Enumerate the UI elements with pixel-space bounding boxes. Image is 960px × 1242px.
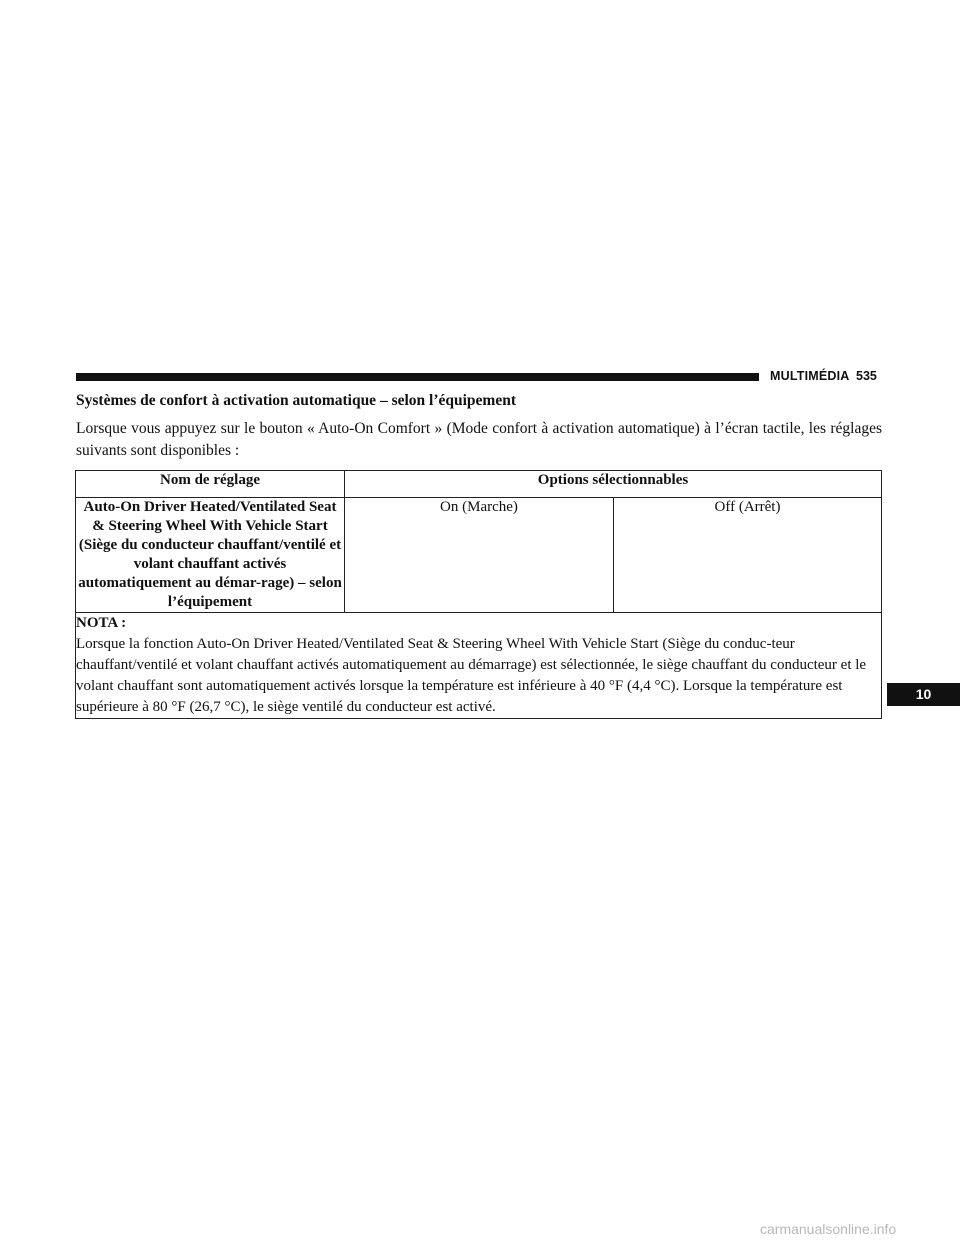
header-setting-name: Nom de réglage	[76, 471, 345, 498]
note-cell	[76, 613, 882, 719]
note-row	[76, 613, 882, 719]
watermark: carmanualsonline.info	[760, 1221, 897, 1237]
header-rule	[76, 373, 759, 381]
setting-name-cell: Auto-On Driver Heated/Ventilated Seat & Steering Wheel With Vehicle Start (Siège du conducteur chauffant/ventilé et volant chauffant activés automatiquement au démar-rage) – selon l’équipement	[76, 498, 345, 613]
chapter-tab: 10	[887, 683, 960, 706]
running-header-section: MULTIMÉDIA	[770, 369, 850, 383]
header-selectable-options: Options sélectionnables	[345, 471, 882, 498]
table-row	[76, 498, 882, 613]
table-header-row	[76, 471, 882, 498]
note-text: Lorsque la fonction Auto-On Driver Heated/Ventilated Seat & Steering Wheel With Vehicle Start (Siège du conduc-teur chauffant/ventilé et volant chauffant activés automatiquement au démarrage) est sélectionnée, le siège chauffant du conducteur et le volant chauffant sont automatiquement activés lorsque la température est inférieure à 40 °F (4,4 °C). Lorsque la température est supérieure à 80 °F (26,7 °C), le siège ventilé du conducteur est activé.	[76, 636, 867, 715]
option-off-cell: Off (Arrêt)	[614, 498, 882, 613]
settings-table	[75, 470, 882, 719]
section-title: Systèmes de confort à activation automatique – selon l’équipement	[76, 392, 516, 409]
note-title: NOTA :	[76, 615, 127, 631]
page-number: 535	[856, 369, 877, 383]
intro-paragraph: Lorsque vous appuyez sur le bouton « Auto-On Comfort » (Mode confort à activation automatique) à l’écran tactile, les réglages suivants sont disponibles :	[76, 420, 882, 459]
option-on-cell: On (Marche)	[345, 498, 614, 613]
